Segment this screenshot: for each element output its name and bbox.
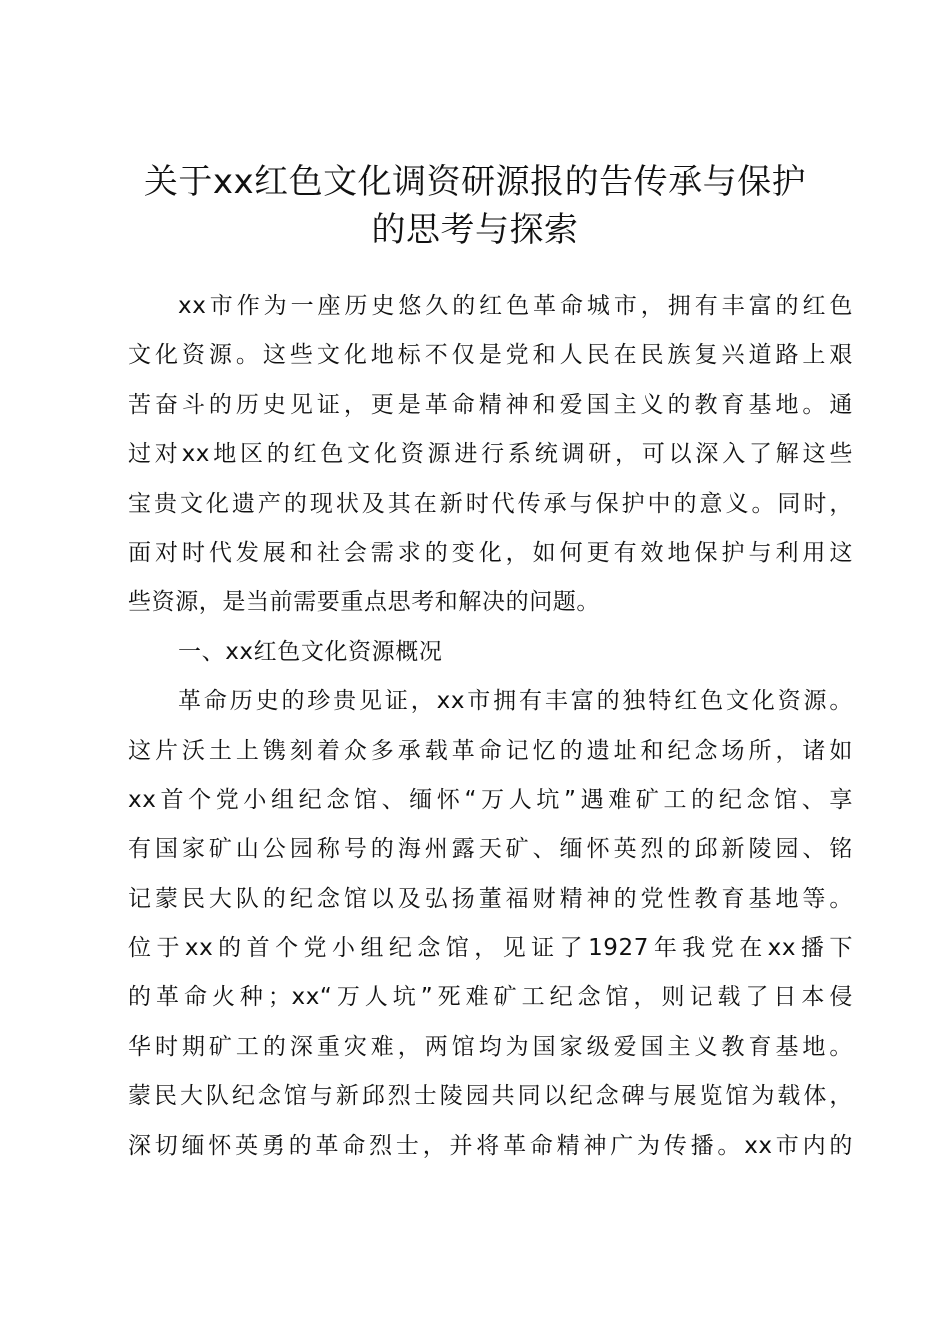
- text-line: 革命历史的珍贵见证，xx市拥有丰富的独特红色文化资源。: [178, 688, 853, 715]
- text-line: 的革命火种；xx“万人坑”死难矿工纪念馆，则记载了日本侵: [128, 984, 853, 1011]
- text-line: 有国家矿山公园称号的海州露天矿、缅怀英烈的邱新陵园、铭: [128, 836, 853, 863]
- text-line: 位于xx的首个党小组纪念馆，见证了1927年我党在xx播下: [128, 935, 853, 962]
- text-line: 这片沃土上镌刻着众多承载革命记忆的遗址和纪念场所，诸如: [128, 737, 853, 764]
- text-line: 过对xx地区的红色文化资源进行系统调研，可以深入了解这些: [128, 441, 853, 468]
- text-line: xx首个党小组纪念馆、缅怀“万人坑”遇难矿工的纪念馆、享: [128, 786, 853, 813]
- section-heading: 一、xx红色文化资源概况: [178, 638, 443, 665]
- text-line: 深切缅怀英勇的革命烈士，并将革命精神广为传播。xx市内的: [128, 1132, 853, 1159]
- paragraph-intro: [128, 282, 853, 628]
- title-line-2: 的思考与探索: [371, 210, 579, 250]
- title-line-1: 关于xx红色文化调资研源报的告传承与保护: [143, 162, 807, 202]
- text-line: 宝贵文化遗产的现状及其在新时代传承与保护中的意义。同时，: [128, 490, 853, 517]
- text-line: 记蒙民大队的纪念馆以及弘扬董福财精神的党性教育基地等。: [128, 885, 853, 912]
- text-line: 面对时代发展和社会需求的变化，如何更有效地保护与利用这: [128, 539, 853, 566]
- paragraph-overview: [128, 677, 853, 1171]
- text-line: 华时期矿工的深重灾难，两馆均为国家级爱国主义教育基地。: [128, 1033, 853, 1060]
- document-title: [110, 158, 840, 254]
- text-line: 苦奋斗的历史见证，更是革命精神和爱国主义的教育基地。通: [128, 391, 853, 418]
- text-line: 些资源，是当前需要重点思考和解决的问题。: [128, 589, 600, 616]
- document-body: [128, 282, 853, 1171]
- text-line: xx市作为一座历史悠久的红色革命城市，拥有丰富的红色: [178, 293, 853, 319]
- text-line: 文化资源。这些文化地标不仅是党和人民在民族复兴道路上艰: [128, 342, 853, 369]
- text-line: 蒙民大队纪念馆与新邱烈士陵园共同以纪念碑与展览馆为载体，: [128, 1083, 853, 1110]
